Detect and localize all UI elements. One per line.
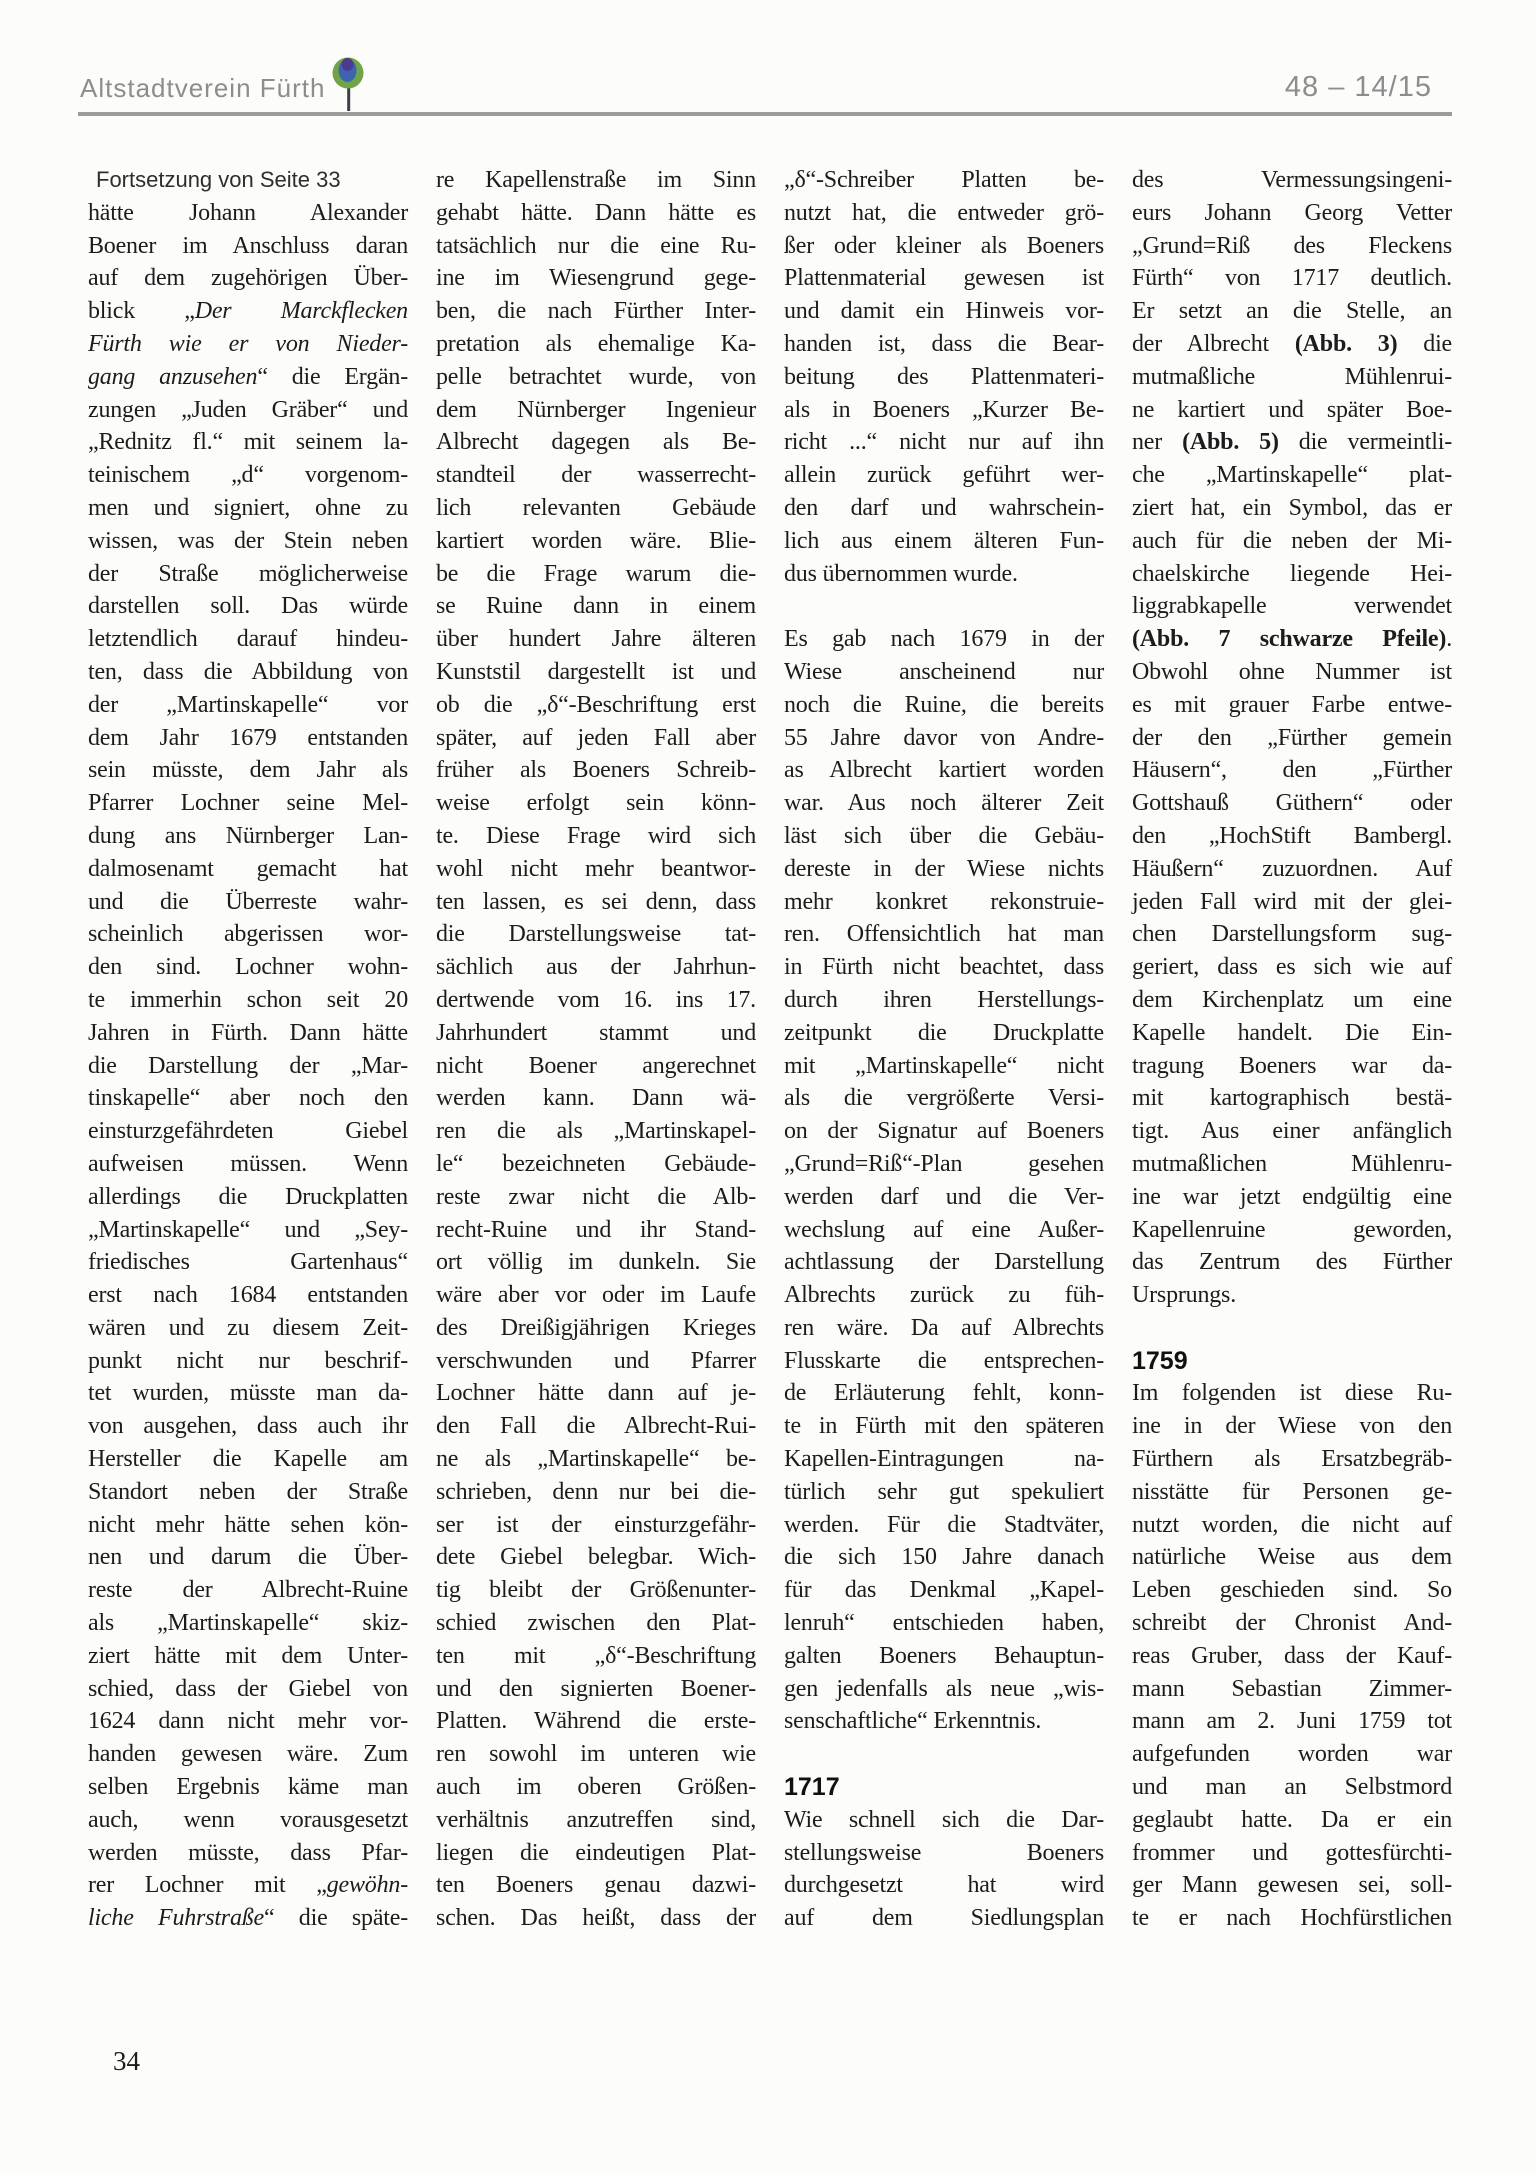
text-line: chaelskirche liegende Hei- <box>1132 560 1452 587</box>
text-line: Kapellenruine geworden, <box>1132 1216 1452 1243</box>
text-line: chen Darstellungsform sug- <box>1132 921 1452 948</box>
text-line: für das Denkmal „Kapel- <box>784 1577 1104 1604</box>
text-line: ziert hat, ein Symbol, das er <box>1132 494 1452 521</box>
text-line: achtlassung der Darstellung <box>784 1249 1104 1276</box>
blank-line <box>1132 1312 1452 1345</box>
text-line: ser ist der einsturzgefähr- <box>436 1511 756 1538</box>
text-line: Platten. Während die erste- <box>436 1708 756 1735</box>
text-line: wäre aber vor oder im Laufe <box>436 1282 756 1309</box>
text-line: ren die als „Martinskapel- <box>436 1118 756 1145</box>
text-line: Ursprungs. <box>1132 1282 1236 1309</box>
text-line: wechslung auf eine Außer- <box>784 1216 1104 1243</box>
text-line: die Darstellungsweise tat- <box>436 921 756 948</box>
text-line: Kapellen-Eintragungen na- <box>784 1446 1104 1473</box>
article-column-4 <box>1132 164 1452 1935</box>
text-line: ten Boeners genau dazwi- <box>436 1872 756 1899</box>
text-line: den sind. Lochner wohn- <box>88 954 408 981</box>
text-line: handen gewesen wäre. Zum <box>88 1741 408 1768</box>
text-line: se Ruine dann in einem <box>436 593 756 620</box>
text-line: 1624 dann nicht mehr vor- <box>88 1708 408 1735</box>
continuation-note: Fortsetzung von Seite 33 <box>96 167 341 192</box>
text-line: natürliche Weise aus dem <box>1132 1544 1452 1571</box>
text-line: nutzt worden, die nicht auf <box>1132 1511 1452 1538</box>
page-number: 34 <box>113 2046 140 2076</box>
text-line: „Martinskapelle“ und „Sey- <box>88 1216 408 1243</box>
header-publication-title: Altstadtverein Fürth <box>80 73 326 103</box>
text-line: durch ihren Herstellungs- <box>784 986 1104 1013</box>
text-line: zungen „Juden Gräber“ und <box>88 396 408 423</box>
text-line: mit kartographisch bestä- <box>1132 1085 1452 1112</box>
tree-logo-icon <box>328 55 370 111</box>
text-line: der „Martinskapelle“ vor <box>88 691 408 718</box>
text-line: „Grund=Riß des Fleckens <box>1132 232 1452 259</box>
text-line: Albrecht dagegen als Be- <box>436 429 756 456</box>
text-line: reste zwar nicht die Alb- <box>436 1183 756 1210</box>
text-line: schied, dass der Giebel von <box>88 1675 408 1702</box>
text-line: Gottshauß Güthern“ oder <box>1132 790 1452 817</box>
text-line: te er nach Hochfürstlichen <box>1132 1905 1452 1932</box>
text-line: beitung des Plattenmateri- <box>784 363 1104 390</box>
text-line: geglaubt hatte. Da er ein <box>1132 1806 1452 1833</box>
text-line: wären und zu diesem Zeit- <box>88 1314 408 1341</box>
text-line: kartiert worden wäre. Blie- <box>436 527 756 554</box>
text-line: ne als „Martinskapelle“ be- <box>436 1446 756 1473</box>
text-line: des Vermessungsingeni- <box>1132 167 1452 193</box>
page-header <box>78 54 1452 116</box>
text-line: teinischem „d“ vorgenom- <box>88 462 408 489</box>
text-line: und den signierten Boener- <box>436 1675 756 1702</box>
text-line: reas Gruber, dass der Kauf- <box>1132 1642 1452 1669</box>
text-line: Boener im Anschluss daran <box>88 232 408 259</box>
text-line: ren. Offensichtlich hat man <box>784 921 1104 948</box>
text-line: Fürthern als Ersatzbegräb- <box>1132 1446 1452 1473</box>
text-line: tigt. Aus einer anfänglich <box>1132 1118 1452 1145</box>
text-line: auch im oberen Größen- <box>436 1774 756 1801</box>
text-line: sein müsste, dem Jahr als <box>88 757 408 784</box>
text-line: aufgefunden worden war <box>1132 1741 1452 1768</box>
text-line: 55 Jahre davor von Andre- <box>784 724 1104 751</box>
text-line: geriert, dass es sich wie auf <box>1132 954 1452 981</box>
text-line: ziert hätte mit dem Unter- <box>88 1642 408 1669</box>
text-line: dalmosenamt gemacht hat <box>88 855 408 882</box>
text-line: te. Diese Frage wird sich <box>436 822 756 849</box>
text-line: ben, die nach Fürther Inter- <box>436 298 756 325</box>
text-line: be die Frage warum die- <box>436 560 756 587</box>
text-line: mutmaßlichen Mühlenru- <box>1132 1150 1452 1177</box>
text-line: einsturzgefährdeten Giebel <box>88 1118 408 1145</box>
text-line: dung ans Nürnberger Lan- <box>88 822 408 849</box>
text-line: verhältnis anzutreffen sind, <box>436 1806 756 1833</box>
text-line: auf dem Siedlungsplan <box>784 1905 1104 1932</box>
text-line: reste der Albrecht-Ruine <box>88 1577 408 1604</box>
text-line: wohl nicht mehr beantwor- <box>436 855 756 882</box>
text-line: weise erfolgt sein könn- <box>436 790 756 817</box>
text-line: die Darstellung der „Mar- <box>88 1052 408 1079</box>
text-line: tinskapelle“ aber noch den <box>88 1085 408 1112</box>
text-line: früher als Boeners Schreib- <box>436 757 756 784</box>
text-line: „δ“-Schreiber Platten be- <box>784 167 1104 193</box>
text-line: mann am 2. Juni 1759 tot <box>1132 1708 1452 1735</box>
text-line: zeitpunkt die Druckplatte <box>784 1019 1104 1046</box>
section-heading: 1759 <box>1132 1346 1188 1375</box>
text-line: ob die „δ“-Beschriftung erst <box>436 691 756 718</box>
text-line: war. Aus noch älterer Zeit <box>784 790 1104 817</box>
text-line: nicht mehr hätte sehen kön- <box>88 1511 408 1538</box>
text-line: eurs Johann Georg Vetter <box>1132 199 1452 226</box>
text-line: mit „Martinskapelle“ nicht <box>784 1052 1104 1079</box>
text-line: erst nach 1684 entstanden <box>88 1282 408 1309</box>
text-line: der Straße möglicherweise <box>88 560 408 587</box>
text-line: de Erläuterung fehlt, konn- <box>784 1380 1104 1407</box>
text-line: werden müsste, dass Pfar- <box>88 1839 408 1866</box>
text-line: on der Signatur auf Boeners <box>784 1118 1104 1145</box>
text-line: nen und darum die Über- <box>88 1544 408 1571</box>
article-column-1 <box>88 164 408 1935</box>
text-line: mutmaßliche Mühlenrui- <box>1132 363 1452 390</box>
text-line: Plattenmaterial gewesen ist <box>784 265 1104 292</box>
text-line: es mit grauer Farbe entwe- <box>1132 691 1452 718</box>
text-line: Fürth wie er von Nieder- <box>88 330 408 357</box>
text-line: Im folgenden ist diese Ru- <box>1132 1380 1452 1407</box>
text-line: auf dem zugehörigen Über- <box>88 265 408 292</box>
text-line: ren sowohl im unteren wie <box>436 1741 756 1768</box>
text-line: „Rednitz fl.“ mit seinem la- <box>88 429 408 456</box>
text-line: ine in der Wiese von den <box>1132 1413 1452 1440</box>
text-line: dus übernommen wurde. <box>784 560 1018 587</box>
article-column-2 <box>436 164 756 1935</box>
text-line: liggrabkapelle verwendet <box>1132 593 1452 620</box>
text-line: schied zwischen den Plat- <box>436 1610 756 1637</box>
text-line: gehabt hätte. Dann hätte es <box>436 199 756 226</box>
text-line: men und signiert, ohne zu <box>88 494 408 521</box>
text-line: Kapelle handelt. Die Ein- <box>1132 1019 1452 1046</box>
blank-line <box>784 590 1104 623</box>
text-line: aufweisen müssen. Wenn <box>88 1150 408 1177</box>
text-line: auch für die neben der Mi- <box>1132 527 1452 554</box>
text-line: allerdings die Druckplatten <box>88 1183 408 1210</box>
text-line: in Fürth nicht beachtet, dass <box>784 954 1104 981</box>
text-line: türlich sehr gut spekuliert <box>784 1478 1104 1505</box>
text-line: pelle betrachtet wurde, von <box>436 363 756 390</box>
text-line: werden kann. Dann wä- <box>436 1085 756 1112</box>
text-line: ten lassen, es sei denn, dass <box>436 888 756 915</box>
text-line: dem Nürnberger Ingenieur <box>436 396 756 423</box>
text-line: selben Ergebnis käme man <box>88 1774 408 1801</box>
text-line: dem Jahr 1679 entstanden <box>88 724 408 751</box>
text-line: über hundert Jahre älteren <box>436 626 756 653</box>
text-line: wissen, was der Stein neben <box>88 527 408 554</box>
text-line: hätte Johann Alexander <box>88 199 408 226</box>
text-line: ort völlig im dunkeln. Sie <box>436 1249 756 1276</box>
text-line: werden darf und die Ver- <box>784 1183 1104 1210</box>
text-line: werden. Für die Stadtväter, <box>784 1511 1104 1538</box>
text-line: standteil der wasserrecht- <box>436 462 756 489</box>
text-line: der Albrecht (Abb. 3) die <box>1132 330 1453 357</box>
text-line: dem Kirchenplatz um eine <box>1132 986 1452 1013</box>
text-line: friedisches Gartenhaus“ <box>88 1249 408 1276</box>
text-line: jeden Fall wird mit der glei- <box>1132 888 1452 915</box>
text-line: ger Mann gewesen sei, soll- <box>1132 1872 1452 1899</box>
text-line: „Grund=Riß“-Plan gesehen <box>784 1150 1104 1177</box>
text-line: tragung Boeners war da- <box>1132 1052 1452 1079</box>
text-line: mann Sebastian Zimmer- <box>1132 1675 1452 1702</box>
text-line: lich aus einem älteren Fun- <box>784 527 1104 554</box>
text-line: ren wäre. Da auf Albrechts <box>784 1314 1104 1341</box>
text-line: Obwohl ohne Nummer ist <box>1132 658 1452 685</box>
text-line: frommer und gottesfürchti- <box>1132 1839 1452 1866</box>
text-line: re Kapellenstraße im Sinn <box>436 167 756 193</box>
text-line: senschaftliche“ Erkenntnis. <box>784 1708 1042 1735</box>
text-line: te in Fürth mit den späteren <box>784 1413 1104 1440</box>
text-line: der den „Fürther gemein <box>1132 724 1452 751</box>
text-line: lenruh“ entschieden haben, <box>784 1610 1104 1637</box>
text-line: und man an Selbstmord <box>1132 1774 1452 1801</box>
text-line: die sich 150 Jahre danach <box>784 1544 1104 1571</box>
text-line: den darf und wahrschein- <box>784 494 1104 521</box>
text-line: Er setzt an die Stelle, an <box>1132 298 1452 325</box>
text-line: das Zentrum des Fürther <box>1132 1249 1452 1276</box>
text-line: ten mit „δ“-Beschriftung <box>436 1642 756 1669</box>
text-line: stellungsweise Boeners <box>784 1839 1104 1866</box>
text-line: tatsächlich nur die eine Ru- <box>436 232 756 259</box>
text-line: Kunststil dargestellt ist und <box>436 658 756 685</box>
text-line: schreibt der Chronist And- <box>1132 1610 1452 1637</box>
text-line: richt ...“ nicht nur auf ihn <box>784 429 1104 456</box>
text-line: nisstätte für Personen ge- <box>1132 1478 1452 1505</box>
text-line: Albrechts zurück zu füh- <box>784 1282 1104 1309</box>
text-line: Jahrhundert stammt und <box>436 1019 756 1046</box>
text-line: lich relevanten Gebäude <box>436 494 756 521</box>
text-line: tig bleibt der Größenunter- <box>436 1577 756 1604</box>
text-line: tet wurden, müsste man da- <box>88 1380 408 1407</box>
text-line: allein zurück geführt wer- <box>784 462 1104 489</box>
blank-line <box>784 1738 1104 1771</box>
text-line: darstellen soll. Das würde <box>88 593 408 620</box>
text-line: Wie schnell sich die Dar- <box>784 1806 1104 1833</box>
text-line: liegen die eindeutigen Plat- <box>436 1839 756 1866</box>
text-line: und die Überreste wahr- <box>88 888 408 915</box>
text-line: gen jedenfalls als neue „wis- <box>784 1675 1104 1702</box>
text-line: ine war jetzt endgültig eine <box>1132 1183 1452 1210</box>
text-line: Häußern“ zuzuordnen. Auf <box>1132 855 1452 882</box>
text-line: schrieben, denn nur bei die- <box>436 1478 756 1505</box>
text-line: nutzt hat, die entweder grö- <box>784 199 1104 226</box>
text-line: durchgesetzt hat wird <box>784 1872 1104 1899</box>
text-line: Fürth“ von 1717 deutlich. <box>1132 265 1452 292</box>
text-line: mehr konkret rekonstruie- <box>784 888 1104 915</box>
text-line: ten, dass die Abbildung von <box>88 658 408 685</box>
text-line: noch die Ruine, die bereits <box>784 691 1104 718</box>
text-line: Standort neben der Straße <box>88 1478 408 1505</box>
text-line: den Fall die Albrecht-Rui- <box>436 1413 756 1440</box>
text-line: galten Boeners Behauptun- <box>784 1642 1104 1669</box>
text-line: Flusskarte die entsprechen- <box>784 1347 1104 1374</box>
section-heading: 1717 <box>784 1773 840 1802</box>
text-line: dereste in der Wiese nichts <box>784 855 1104 882</box>
text-line: scheinlich abgerissen wor- <box>88 921 408 948</box>
text-line: als die vergrößerte Versi- <box>784 1085 1104 1112</box>
text-line: recht-Ruine und ihr Stand- <box>436 1216 756 1243</box>
text-line: Es gab nach 1679 in der <box>784 626 1104 653</box>
text-line: ßer oder kleiner als Boeners <box>784 232 1104 259</box>
article-column-3 <box>784 164 1104 1935</box>
text-line: Hersteller die Kapelle am <box>88 1446 408 1473</box>
text-line: (Abb. 7 schwarze Pfeile). <box>1132 626 1452 653</box>
text-line: des Dreißigjährigen Krieges <box>436 1314 756 1341</box>
text-line: handen ist, dass die Bear- <box>784 330 1104 357</box>
text-line: gang anzusehen“ die Ergän- <box>88 363 408 390</box>
text-line: punkt nicht nur beschrif- <box>88 1347 408 1374</box>
text-line: letztendlich darauf hindeu- <box>88 626 408 653</box>
header-issue-number: 48 – 14/15 <box>1284 71 1432 103</box>
text-line: dete Giebel belegbar. Wich- <box>436 1544 756 1571</box>
text-line: Pfarrer Lochner seine Mel- <box>88 790 408 817</box>
text-line: Lochner hätte dann auf je- <box>436 1380 756 1407</box>
text-line: sächlich aus der Jahrhun- <box>436 954 756 981</box>
text-line: Häusern“, den „Fürther <box>1132 757 1452 784</box>
text-line: von ausgehen, dass auch ihr <box>88 1413 408 1440</box>
text-line: schen. Das heißt, dass der <box>436 1905 756 1932</box>
text-line: che „Martinskapelle“ plat- <box>1132 462 1452 489</box>
text-line: verschwunden und Pfarrer <box>436 1347 756 1374</box>
text-line: Leben geschieden sind. So <box>1132 1577 1452 1604</box>
text-line: le“ bezeichneten Gebäude- <box>436 1150 756 1177</box>
text-line: später, auf jeden Fall aber <box>436 724 756 751</box>
text-line: als in Boeners „Kurzer Be- <box>784 396 1104 423</box>
text-line: pretation als ehemalige Ka- <box>436 330 756 357</box>
text-line: Jahren in Fürth. Dann hätte <box>88 1019 408 1046</box>
text-line: als „Martinskapelle“ skiz- <box>88 1610 408 1637</box>
text-line: as Albrecht kartiert worden <box>784 757 1104 784</box>
text-line: ner (Abb. 5) die vermeintli- <box>1132 429 1452 456</box>
text-line: ne kartiert und später Boe- <box>1132 396 1452 423</box>
text-line: den „HochStift Bambergl. <box>1132 822 1452 849</box>
article-body <box>88 164 1452 1935</box>
text-line: liche Fuhrstraße“ die späte- <box>88 1905 408 1932</box>
text-line: ine im Wiesengrund gege- <box>436 265 756 292</box>
text-line: rer Lochner mit „gewöhn- <box>88 1872 408 1899</box>
text-line: Wiese anscheinend nur <box>784 658 1104 685</box>
text-line: te immerhin schon seit 20 <box>88 986 408 1013</box>
text-line: und damit ein Hinweis vor- <box>784 298 1104 325</box>
text-line: auch, wenn vorausgesetzt <box>88 1806 408 1833</box>
text-line: dertwende vom 16. ins 17. <box>436 986 756 1013</box>
text-line: blick „Der Marckflecken <box>88 298 408 325</box>
text-line: nicht Boener angerechnet <box>436 1052 756 1079</box>
text-line: läst sich über die Gebäu- <box>784 822 1104 849</box>
